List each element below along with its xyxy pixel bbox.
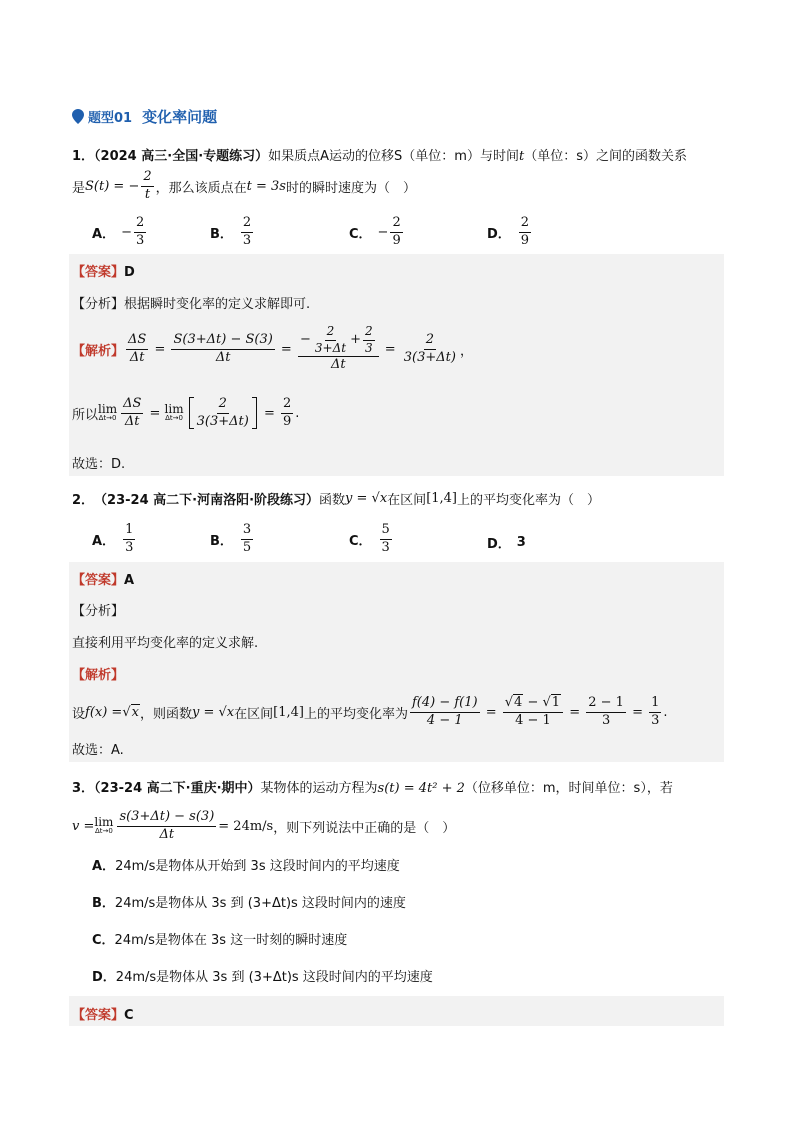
q1-stem-line2 — [72, 170, 416, 203]
section-label: 题型01 — [88, 111, 133, 126]
q1-option-c[interactable]: C． − $\frac{2}{9}$ — [349, 215, 401, 248]
q1-func-lhs: S(t) = − — [85, 178, 140, 194]
location-pin-icon — [72, 109, 84, 124]
section-title: 变化率问题 — [142, 108, 218, 126]
q2-answer-line: 【答案】A — [72, 573, 135, 588]
q3-answer-block — [69, 996, 724, 1026]
q1-option-b[interactable]: B． $\frac{2}{3}$ — [210, 215, 252, 248]
q2-stem: 2． （23-24 高二下·河南洛阳·阶段练习） 函数 y = √x 在区间 [1,4] 上的平均变化率为（ ） — [72, 491, 601, 508]
q3-option-c[interactable]: C．24m/s是物体在 3s 这一时刻的瞬时速度 — [92, 933, 348, 948]
q1-option-d[interactable]: D． $\frac{2}{9}$ — [487, 215, 530, 248]
q1-answer-tag: 【答案】 — [72, 265, 125, 280]
q3-eq: s(t) = 4t² + 2 — [377, 781, 465, 796]
q3-stem-line1: 3．（23-24 高二下·重庆·期中）某物体的运动方程为s(t) = 4t² + 2（位移单位：m，时间单位：s），若 — [72, 781, 673, 796]
q1-answer-line — [72, 261, 135, 280]
q2-analysis: 直接利用平均变化率的定义求解. — [72, 636, 259, 651]
q3-option-b[interactable]: B．24m/s是物体从 3s 到 (3+Δt)s 这段时间内的速度 — [92, 896, 406, 911]
q1-analysis-line — [72, 293, 310, 312]
q2-answer-block — [69, 562, 724, 762]
q2-option-a[interactable]: A． $\frac{1}{3}$ — [92, 522, 134, 555]
q1-source: （2024 高三·全国·专题练习） — [94, 149, 269, 164]
q1-stem-a: 如果质点A运动的位移S（单位：m）与时间 — [268, 149, 519, 164]
q3-option-d[interactable]: D．24m/s是物体从 3s 到 (3+Δt)s 这段时间内的平均速度 — [92, 970, 433, 985]
q1-stem-d: ，那么该质点在 — [155, 180, 247, 196]
q1-analysis-tag: 【分析】 — [72, 297, 125, 312]
q2-analysis-tag: 【分析】 — [72, 604, 125, 619]
q3-answer-line: 【答案】C — [72, 1008, 134, 1023]
q2-choose: 故选：A. — [72, 743, 124, 758]
q2-option-b[interactable]: B． $\frac{3}{5}$ — [210, 522, 252, 555]
q1-solution-line: 【解析】 $\frac{\Delta S}{\Delta t}$ = $\frac{S(3+\Delta t) - S(3)}{\Delta t}$ = − $\frac{2}{3+\Delta t}$ + $\frac{2}{3}$ Δt = $\frac{2}{3(3+\Delta t)}$ ， — [72, 323, 473, 373]
q1-stem-c: 是 — [72, 180, 86, 196]
q3-option-a[interactable]: A．24m/s是物体从开始到 3s 这段时间内的平均速度 — [92, 859, 400, 874]
q1-stem-e: 时的瞬时速度为（ ） — [285, 180, 416, 196]
q3-stem-line2: v = lim Δt→0 $\frac{s(3+\Delta t) - s(3)}{\Delta t}$ = 24m/s ，则下列说法中正确的是（ ） — [72, 808, 456, 842]
q1-func-fraction: $\frac{2}{t}$ — [143, 169, 152, 202]
q2-func: y = √x — [345, 491, 388, 506]
q1-answer: D — [124, 265, 135, 280]
q2-solution-line: 设 f(x) = √x ，则函数 y = √x 在区间 [1,4] 上的平均变化率为 $\frac{f(4) - f(1)}{4 - 1}$ = $\frac{√4 - √1}{4 - 1}$ = $\frac{2 - 1}{3}$ = $\frac{1}{3}$ . — [72, 694, 668, 728]
q1-solution-line2: 所以 lim Δt→0 $\frac{\Delta S}{\Delta t}$ = lim Δt→0 $\frac{2}{3(3+\Delta t)}$ = $\frac{2}{9}$ . — [72, 395, 300, 429]
q1-solution-tag: 【解析】 — [72, 343, 125, 359]
q1-number: 1． — [72, 149, 95, 164]
q1-stem-line1 — [72, 145, 687, 164]
q1-cond: t = 3s — [246, 178, 286, 194]
q2-solution-tag: 【解析】 — [72, 668, 125, 683]
q2-option-c[interactable]: C． $\frac{5}{3}$ — [349, 522, 390, 555]
q1-stem-b: （单位：s）之间的函数关系 — [524, 149, 687, 164]
q1-option-a[interactable]: A． − $\frac{2}{3}$ — [92, 215, 145, 248]
q1-analysis: 根据瞬时变化率的定义求解即可. — [124, 297, 311, 312]
q2-option-d[interactable]: D． 3 — [487, 535, 526, 552]
q1-var-t: t — [518, 149, 525, 164]
section-header — [72, 106, 217, 127]
q1-choose: 故选：D. — [72, 457, 126, 472]
